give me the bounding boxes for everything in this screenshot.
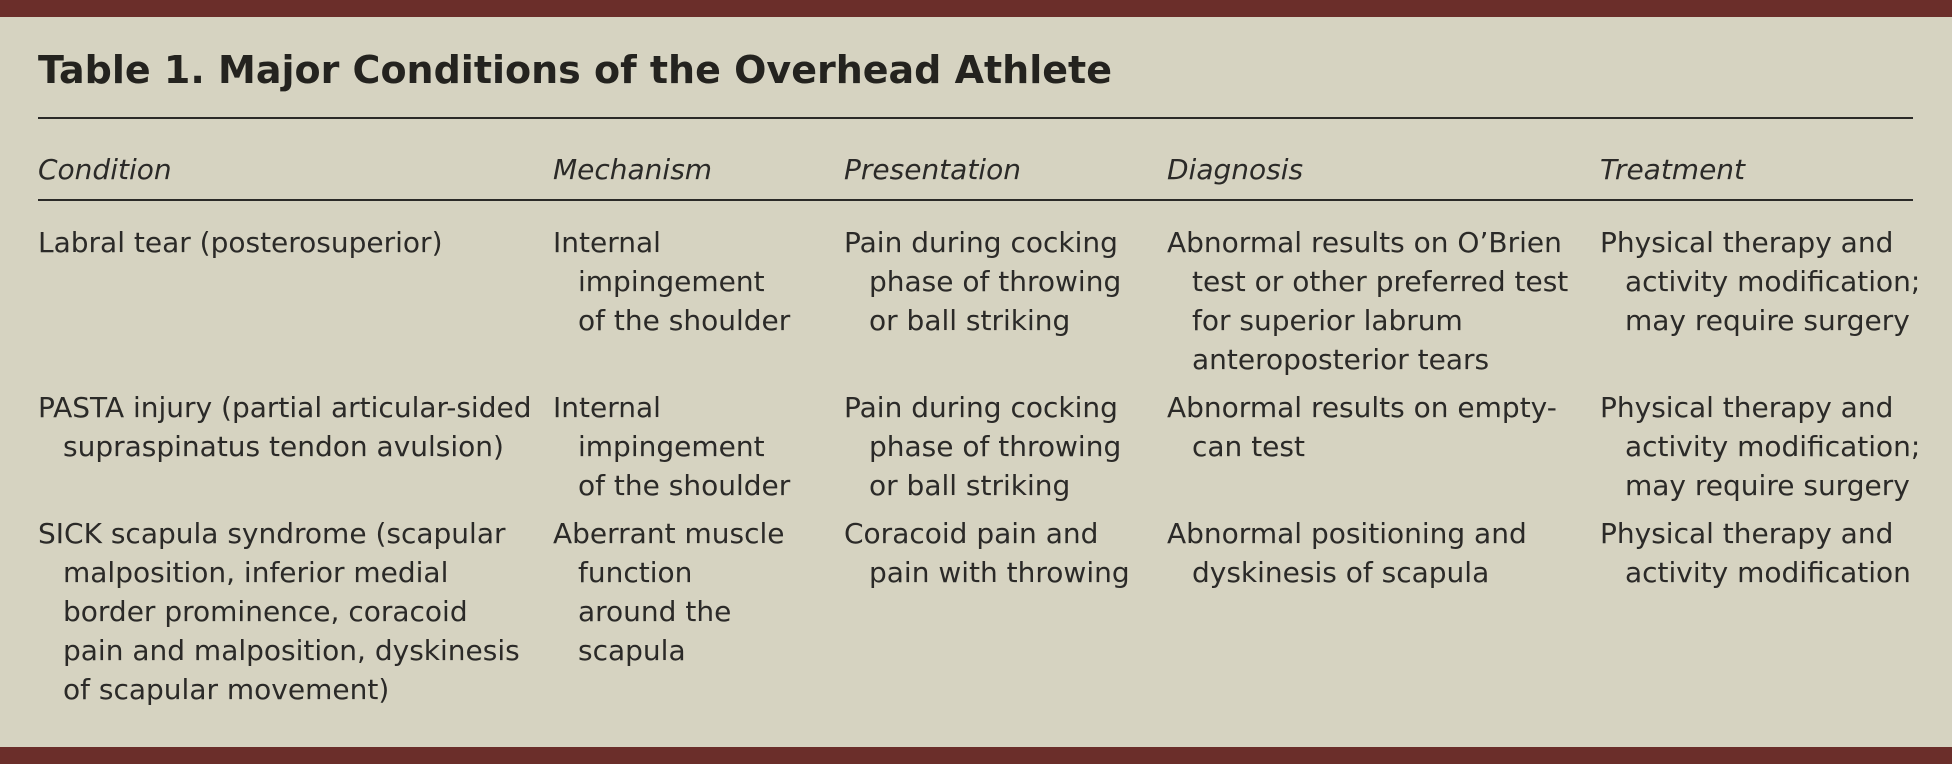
column-header-treatment: Treatment (1600, 153, 1746, 186)
condition-cell: PASTA injury (partial articular-sided supraspinatus tendon avulsion) (38, 391, 532, 463)
condition-cell: SICK scapula syndrome (scapular malposition, inferior medial border prominence, coracoid pain and malposition, dyskinesis of scapular movement) (38, 517, 520, 706)
header-row (38, 150, 1913, 199)
mechanism-cell: Aberrant muscle function around the scapula (553, 517, 785, 667)
condition-cell: Labral tear (posterosuperior) (38, 226, 443, 259)
column-header-presentation: Presentation (844, 153, 1021, 186)
table-row (38, 199, 1913, 388)
presentation-cell: Pain during cocking phase of throwing or ball striking (844, 226, 1122, 337)
top-border-bar (0, 0, 1952, 17)
treatment-cell: Physical therapy and activity modification; may require surgery (1600, 226, 1921, 337)
table-row (38, 514, 1913, 718)
table-title: Table 1. Major Conditions of the Overhead Athlete (38, 48, 1112, 92)
treatment-cell: Physical therapy and activity modification; may require surgery (1600, 391, 1921, 502)
conditions-table (38, 150, 1921, 718)
bottom-border-bar (0, 747, 1952, 764)
mechanism-cell: Internal impingement of the shoulder (553, 226, 791, 337)
presentation-cell: Pain during cocking phase of throwing or ball striking (844, 391, 1122, 502)
column-header-condition: Condition (38, 153, 172, 186)
diagnosis-cell: Abnormal results on O’Brien test or other preferred test for superior labrum anteroposterior tears (1167, 226, 1569, 376)
column-header-mechanism: Mechanism (553, 153, 713, 186)
mechanism-cell: Internal impingement of the shoulder (553, 391, 791, 502)
diagnosis-cell: Abnormal positioning and dyskinesis of scapula (1167, 517, 1527, 589)
treatment-cell: Physical therapy and activity modification (1600, 517, 1911, 589)
title-rule (38, 117, 1913, 119)
presentation-cell: Coracoid pain and pain with throwing (844, 517, 1130, 589)
diagnosis-cell: Abnormal results on empty-can test (1167, 391, 1557, 463)
column-header-diagnosis: Diagnosis (1167, 153, 1304, 186)
table-row (38, 388, 1913, 514)
